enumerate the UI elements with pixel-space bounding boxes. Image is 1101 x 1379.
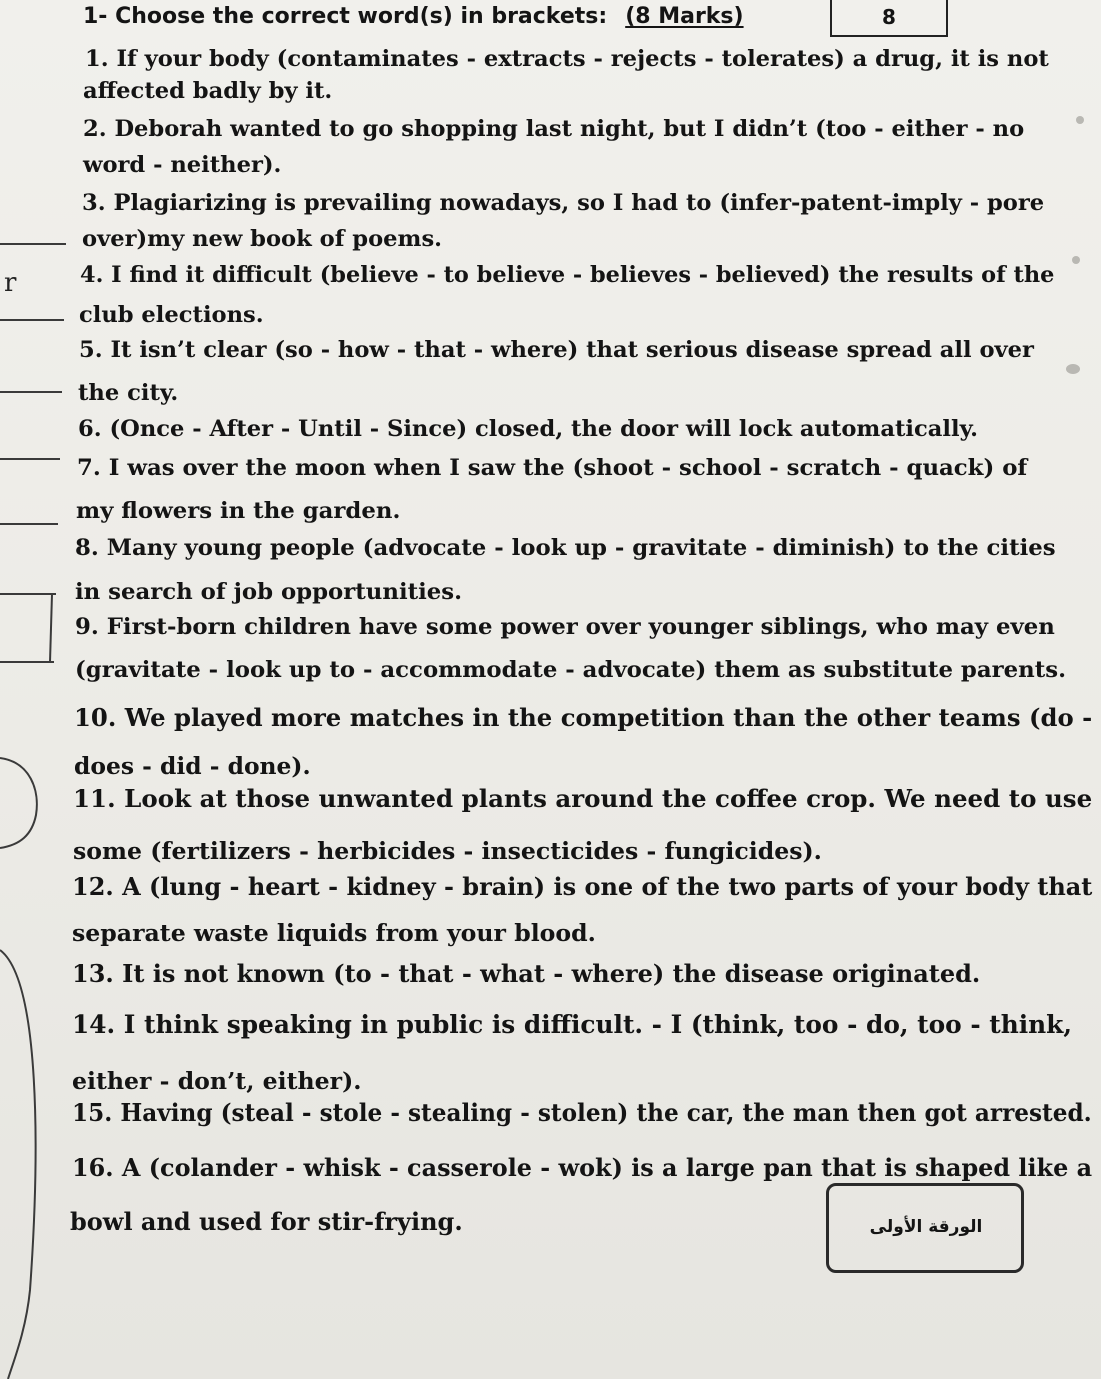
line-12: 7. I was over the moon when I saw the (shoot - school - scratch - quack) of [77,455,1028,481]
line-26: either - don’t, either). [72,1067,362,1095]
hole-punch-mark [1072,256,1080,264]
line-25: 14. I think speaking in public is difficult. - I (think, too - do, too - think, [72,1010,1072,1039]
line-5: 3. Plagiarizing is prevailing nowadays, so I had to (infer-patent-imply - pore [82,190,1045,216]
line-6: over)my new book of poems. [82,226,443,252]
line-2: affected badly by it. [83,78,333,104]
line-29: bowl and used for stir-frying. [70,1207,463,1236]
line-8: club elections. [79,302,264,328]
line-23: separate waste liquids from your blood. [72,919,596,947]
line-17: (gravitate - look up to - accommodate - advocate) them as substitute parents. [75,657,1067,683]
line-18: 10. We played more matches in the competition than the other teams (do - [74,703,1093,732]
line-11: 6. (Once - After - Until - Since) closed, the door will lock automatically. [78,416,978,442]
margin-mark: r [4,268,17,298]
hole-punch-mark [1076,116,1084,124]
line-14: 8. Many young people (advocate - look up - gravitate - diminish) to the cities [75,535,1056,561]
line-24: 13. It is not known (to - that - what - where) the disease originated. [72,959,981,988]
line-7: 4. I find it difficult (believe - to believe - believes - believed) the results of the [80,262,1055,288]
line-22: 12. A (lung - heart - kidney - brain) is one of the two parts of your body that [72,872,1093,901]
line-27: 15. Having (steal - stole - stealing - stolen) the car, the man then got arrested. [72,1098,1092,1127]
section-title-text: 1- Choose the correct word(s) in brackets: [83,4,608,29]
line-9: 5. It isn’t clear (so - how - that - where) that serious disease spread all over [79,337,1034,363]
line-10: the city. [78,380,179,406]
hole-punch-mark [1066,364,1080,374]
line-3: 2. Deborah wanted to go shopping last night, but I didn’t (too - either - no [83,116,1025,142]
page-label-text: الورقة الأولى [869,1217,983,1237]
line-21: some (fertilizers - herbicides - insecticides - fungicides). [73,837,822,865]
line-15: in search of job opportunities. [75,579,463,605]
line-4: word - neither). [83,152,282,178]
line-20: 11. Look at those unwanted plants around the coffee crop. We need to use [73,784,1093,813]
line-13: my flowers in the garden. [76,498,401,524]
line-28: 16. A (colander - whisk - casserole - wok) is a large pan that is shaped like a [72,1153,1093,1182]
score-box: 8 [830,0,948,37]
line-1: 1. If your body (contaminates - extracts - rejects - tolerates) a drug, it is not [85,46,1049,72]
line-19: does - did - done). [74,752,311,780]
marks-label: (8 Marks) [625,4,744,29]
section-title [83,4,744,29]
line-16: 9. First-born children have some power over younger siblings, who may even [75,614,1055,640]
